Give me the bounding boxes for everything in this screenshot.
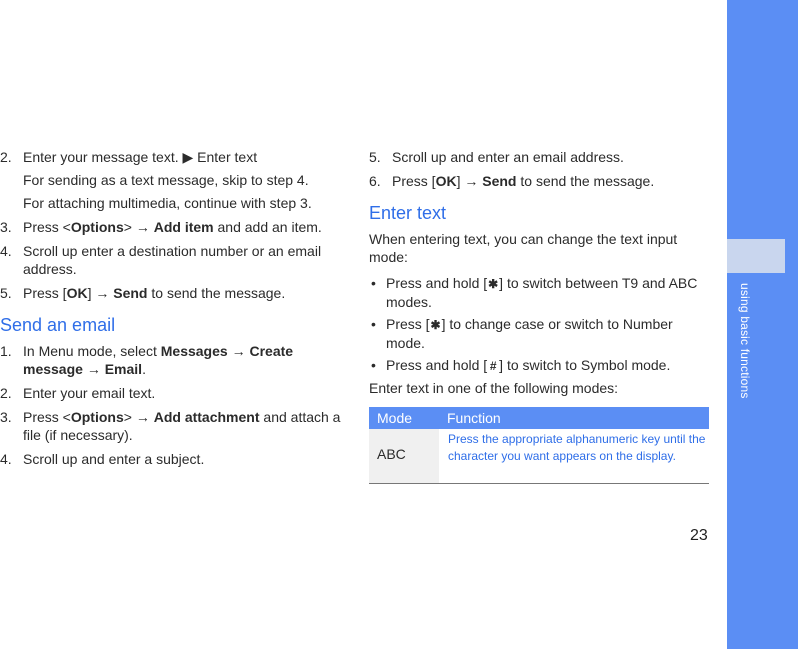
step-number: 5.	[369, 149, 381, 165]
asterisk-key-icon: ✱	[430, 318, 441, 332]
modes-intro: Enter text in one of the following modes:	[369, 380, 619, 396]
key-label: OK	[66, 285, 88, 301]
menu-option: Add attachment	[153, 409, 260, 425]
step-item	[0, 218, 345, 236]
bullet-text: Press and hold [	[386, 275, 488, 291]
step-text: Enter your message text. ▶ Enter text	[23, 149, 258, 165]
hash-key-icon: #	[489, 359, 497, 373]
mode-cell: ABC	[369, 429, 439, 484]
step-text: and attach a file (if necessary).	[23, 409, 341, 443]
step-text: Press [	[392, 173, 436, 189]
step-text: →	[82, 361, 105, 377]
bullet-text: ] to change case or switch to Number mode.	[386, 316, 673, 351]
step-item	[0, 408, 345, 444]
softkey-label: Options	[70, 409, 124, 425]
step-item	[0, 148, 345, 166]
step-text: Enter your email text.	[23, 385, 156, 401]
step-number: 4.	[0, 243, 12, 259]
bullet-text: Press and hold [	[386, 357, 488, 373]
bullet-text: ] to switch to Symbol mode.	[499, 357, 671, 373]
menu-option: Messages	[160, 343, 228, 359]
bullet-dot: •	[371, 357, 376, 373]
bullet-dot: •	[371, 275, 376, 291]
bullet-item	[369, 274, 714, 311]
table-header-mode: Mode	[369, 407, 439, 429]
step-text: to send the message.	[516, 173, 655, 189]
bullet-text: Press [	[386, 316, 430, 332]
step-number: 2.	[0, 149, 12, 165]
bullet-item	[369, 356, 714, 375]
step-number: 6.	[369, 173, 381, 189]
step-text: ] →	[87, 285, 114, 301]
step-text: .	[142, 361, 146, 377]
step-text: Scroll up and enter a subject.	[23, 451, 205, 467]
step-text: ] →	[456, 173, 483, 189]
intro-paragraph: When entering text, you can change the text input mode:	[369, 231, 678, 265]
step-text: to send the message.	[147, 285, 286, 301]
step-item	[0, 450, 345, 468]
step-text: Scroll up and enter an email address.	[392, 149, 624, 165]
key-label: OK	[435, 173, 457, 189]
bullet-item	[369, 315, 714, 352]
step-item	[0, 284, 345, 302]
bullet-dot: •	[371, 316, 376, 332]
step-note: For sending as a text message, skip to step 4.	[23, 172, 309, 188]
page-number: 23	[690, 527, 708, 544]
menu-option: Send	[482, 173, 517, 189]
step-text: and add an item.	[213, 219, 322, 235]
step-text: Press <	[23, 219, 71, 235]
step-text: →	[227, 343, 250, 359]
chapter-label: using basic functions	[738, 283, 752, 399]
right-column	[369, 148, 714, 484]
menu-option: Email	[104, 361, 143, 377]
step-number: 1.	[0, 343, 12, 359]
section-heading: Send an email	[0, 315, 116, 335]
step-number: 2.	[0, 385, 12, 401]
step-text: Press [	[23, 285, 67, 301]
menu-option: Send	[113, 285, 148, 301]
step-text: > →	[123, 219, 154, 235]
menu-option: Create message	[23, 343, 294, 377]
step-text: > →	[123, 409, 154, 425]
step-item	[0, 342, 345, 378]
step-item	[0, 384, 345, 402]
step-text: In Menu mode, select	[23, 343, 161, 359]
step-item	[369, 148, 714, 166]
step-item	[369, 172, 714, 190]
function-cell: Press the appropriate alphanumeric key until the character you want appears on the display.	[439, 429, 709, 484]
asterisk-key-icon: ✱	[488, 277, 499, 291]
chapter-tab-marker	[727, 239, 785, 273]
step-text: Press <	[23, 409, 71, 425]
softkey-label: Options	[70, 219, 124, 235]
section-heading: Enter text	[369, 203, 447, 223]
step-number: 3.	[0, 409, 12, 425]
table-header-function: Function	[439, 407, 709, 429]
step-number: 5.	[0, 285, 12, 301]
step-item	[0, 242, 345, 278]
input-modes-table	[369, 407, 709, 484]
step-note: For attaching multimedia, continue with step 3.	[23, 195, 312, 211]
bullet-text: ] to switch between T9 and ABC modes.	[386, 275, 698, 310]
step-text: Scroll up enter a destination number or an email address.	[23, 243, 322, 277]
menu-option: Add item	[153, 219, 214, 235]
table-row	[369, 429, 709, 484]
step-number: 4.	[0, 451, 12, 467]
step-number: 3.	[0, 219, 12, 235]
left-column	[0, 148, 345, 474]
